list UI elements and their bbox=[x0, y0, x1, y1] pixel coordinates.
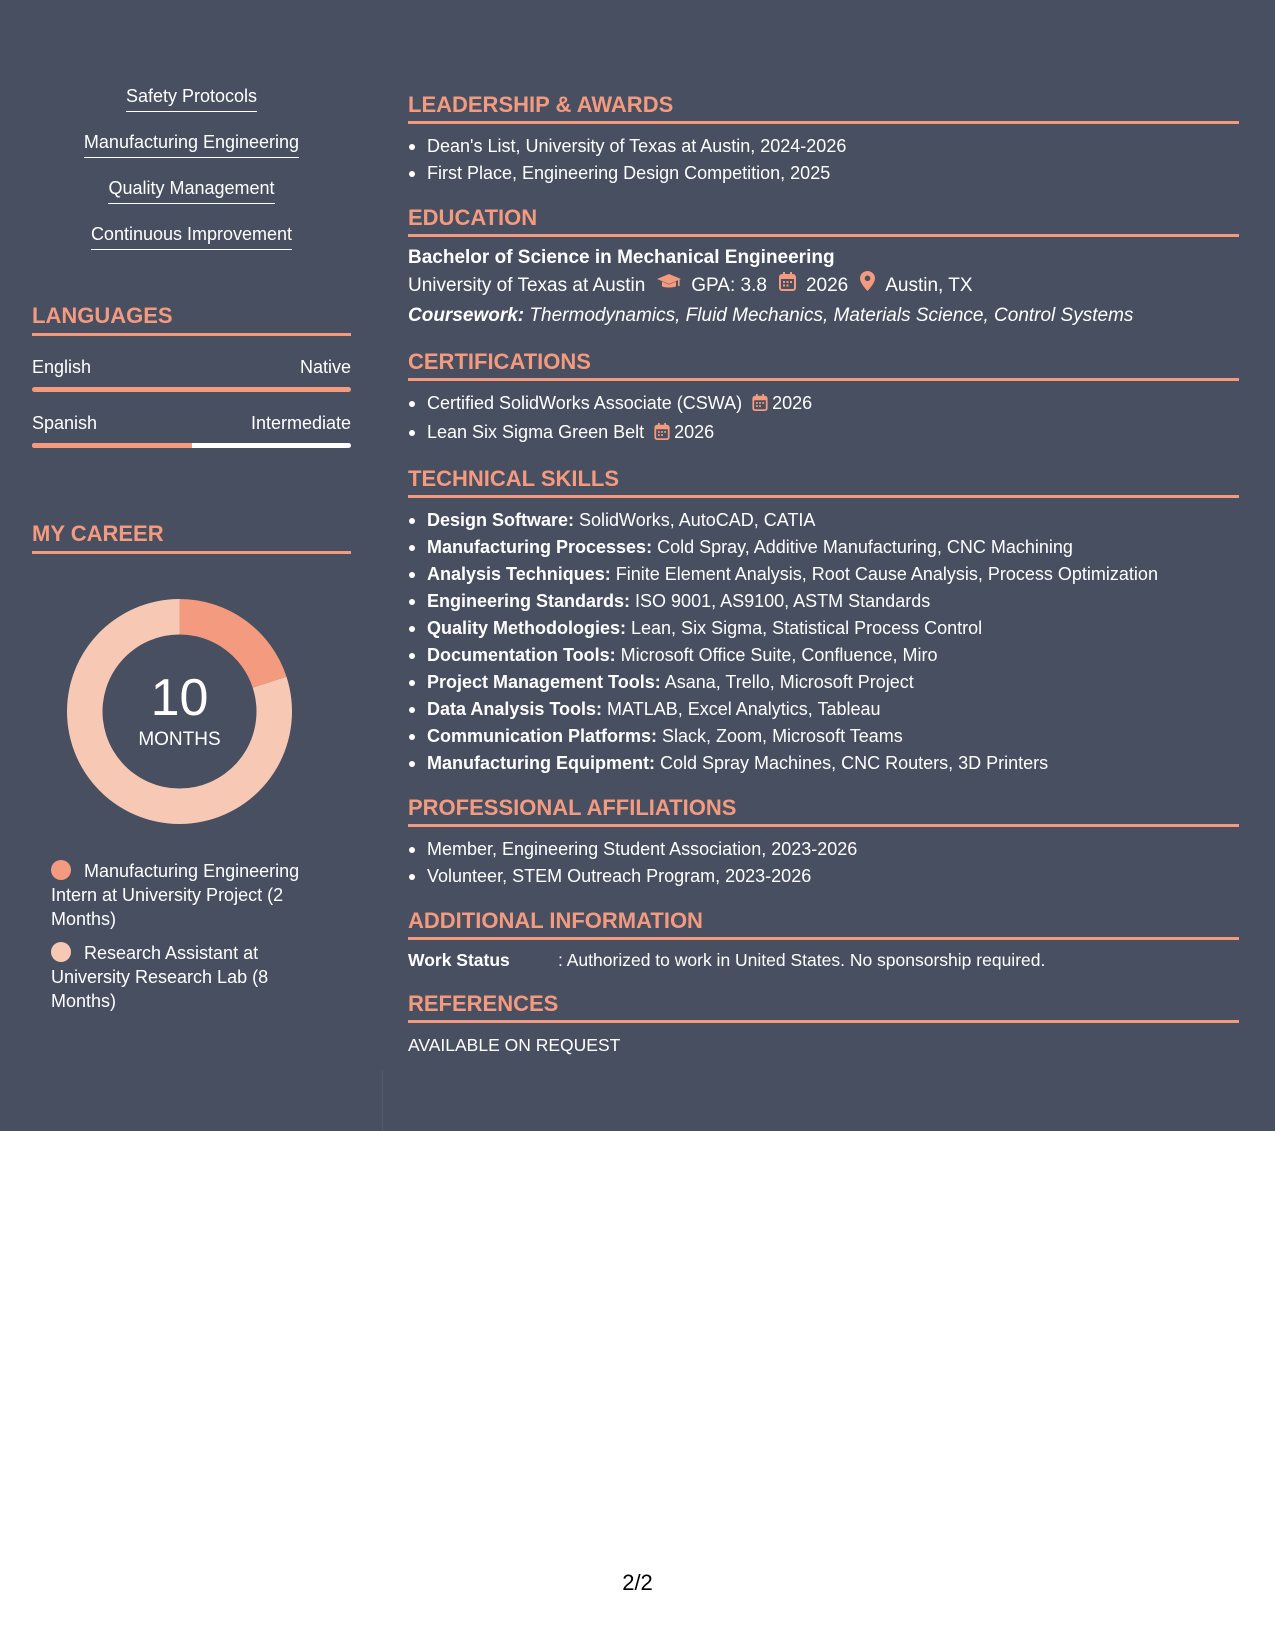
list-item bbox=[408, 561, 1239, 588]
language-level: Native bbox=[299, 357, 351, 377]
legend-label: Manufacturing Engineering Intern at University Project (2 Months) bbox=[51, 861, 300, 929]
certifications-section bbox=[408, 349, 1239, 448]
coursework-label: Coursework: bbox=[408, 305, 525, 326]
language-level: Intermediate bbox=[250, 413, 351, 433]
list-item: First Place, Engineering Design Competition, 2025 bbox=[408, 160, 1239, 187]
additional-info-section bbox=[408, 908, 1239, 973]
graduation-year: 2026 bbox=[805, 275, 849, 296]
technical-skills-heading: TECHNICAL SKILLS bbox=[408, 466, 1239, 498]
languages-heading: LANGUAGES bbox=[32, 302, 351, 336]
references-heading: REFERENCES bbox=[408, 991, 1239, 1023]
language-level-bar bbox=[32, 387, 351, 392]
list-item bbox=[408, 507, 1239, 534]
calendar-icon bbox=[654, 421, 670, 448]
skill-label: Project Management Tools: bbox=[427, 672, 661, 692]
skill-value: Cold Spray Machines, CNC Routers, 3D Printers bbox=[655, 753, 1049, 773]
career-donut-chart bbox=[67, 599, 292, 824]
list-item bbox=[408, 615, 1239, 642]
legend-dot bbox=[51, 942, 71, 962]
skill-value: SolidWorks, AutoCAD, CATIA bbox=[574, 510, 816, 530]
language-level-bar bbox=[32, 443, 351, 448]
work-status-label: Work Status bbox=[408, 950, 510, 970]
education-details bbox=[408, 271, 1239, 301]
skill-label: Data Analysis Tools: bbox=[427, 699, 603, 719]
left-column bbox=[32, 85, 351, 1023]
career-legend bbox=[51, 859, 331, 1013]
skill-label: Quality Methodologies: bbox=[427, 618, 627, 638]
affiliations-heading: PROFESSIONAL AFFILIATIONS bbox=[408, 795, 1239, 827]
language-name: Spanish bbox=[32, 413, 98, 433]
gpa: GPA: 3.8 bbox=[691, 275, 767, 296]
list-item bbox=[408, 390, 1239, 419]
cert-year: 2026 bbox=[772, 393, 813, 413]
languages-section bbox=[32, 302, 351, 448]
education-heading: EDUCATION bbox=[408, 205, 1239, 237]
coursework bbox=[408, 301, 1239, 331]
language-english bbox=[32, 356, 351, 392]
list-item bbox=[408, 750, 1239, 777]
skill-label: Analysis Techniques: bbox=[427, 564, 611, 584]
work-status bbox=[408, 947, 1239, 973]
skill-label: Manufacturing Processes: bbox=[427, 537, 653, 557]
page-number: 2/2 bbox=[622, 1570, 653, 1595]
references-text: AVAILABLE ON REQUEST bbox=[408, 1035, 621, 1055]
work-status-value: : Authorized to work in United States. No sponsorship required. bbox=[558, 950, 1046, 970]
cert-name: Lean Six Sigma Green Belt bbox=[427, 422, 645, 442]
skill-item: Quality Management bbox=[108, 177, 274, 204]
certifications-heading: CERTIFICATIONS bbox=[408, 349, 1239, 381]
cert-name: Certified SolidWorks Associate (CSWA) bbox=[427, 393, 743, 413]
right-column bbox=[408, 92, 1239, 1076]
legend-dot bbox=[51, 860, 71, 880]
list-item bbox=[408, 588, 1239, 615]
calendar-icon bbox=[779, 271, 796, 301]
skill-value: Finite Element Analysis, Root Cause Analysis, Process Optimization bbox=[610, 564, 1158, 584]
cert-year: 2026 bbox=[674, 422, 715, 442]
legend-item bbox=[51, 859, 331, 931]
legend-label: Research Assistant at University Research Lab (8 Months) bbox=[51, 943, 269, 1011]
list-item bbox=[408, 419, 1239, 448]
list-item: Volunteer, STEM Outreach Program, 2023-2026 bbox=[408, 863, 1239, 890]
skill-label: Engineering Standards: bbox=[427, 591, 631, 611]
skill-value: Cold Spray, Additive Manufacturing, CNC Machining bbox=[652, 537, 1073, 557]
calendar-icon bbox=[752, 392, 768, 419]
list-item bbox=[408, 696, 1239, 723]
references-section bbox=[408, 991, 1239, 1058]
additional-info-heading: ADDITIONAL INFORMATION bbox=[408, 908, 1239, 940]
skill-value: Asana, Trello, Microsoft Project bbox=[660, 672, 914, 692]
skill-label: Manufacturing Equipment: bbox=[427, 753, 655, 773]
list-item bbox=[408, 723, 1239, 750]
coursework-value: Thermodynamics, Fluid Mechanics, Materials Science, Control Systems bbox=[524, 305, 1134, 326]
career-total: 10 bbox=[150, 669, 209, 727]
list-item bbox=[408, 669, 1239, 696]
skill-item: Safety Protocols bbox=[126, 85, 257, 112]
list-item bbox=[408, 534, 1239, 561]
degree-title: Bachelor of Science in Mechanical Engineering bbox=[408, 247, 835, 268]
skill-item: Continuous Improvement bbox=[91, 223, 292, 250]
career-section bbox=[32, 520, 351, 1013]
language-level-fill bbox=[32, 387, 351, 392]
skill-value: Slack, Zoom, Microsoft Teams bbox=[657, 726, 903, 746]
language-level-fill bbox=[32, 443, 192, 448]
map-pin-icon bbox=[860, 271, 875, 301]
graduation-cap-icon bbox=[657, 271, 681, 301]
skill-value: MATLAB, Excel Analytics, Tableau bbox=[602, 699, 881, 719]
language-spanish bbox=[32, 412, 351, 448]
skill-value: Microsoft Office Suite, Confluence, Miro bbox=[615, 645, 938, 665]
legend-item bbox=[51, 941, 331, 1013]
skill-value: Lean, Six Sigma, Statistical Process Control bbox=[626, 618, 983, 638]
leadership-section bbox=[408, 92, 1239, 187]
education-section bbox=[408, 205, 1239, 331]
school-location: Austin, TX bbox=[885, 275, 973, 296]
list-item bbox=[408, 642, 1239, 669]
skill-label: Design Software: bbox=[427, 510, 575, 530]
language-name: English bbox=[32, 357, 92, 377]
skills-list bbox=[32, 85, 351, 269]
skill-label: Documentation Tools: bbox=[427, 645, 616, 665]
skill-item: Manufacturing Engineering bbox=[84, 131, 299, 158]
skill-label: Communication Platforms: bbox=[427, 726, 658, 746]
technical-skills-section bbox=[408, 466, 1239, 777]
list-item: Member, Engineering Student Association, 2023-2026 bbox=[408, 836, 1239, 863]
list-item: Dean's List, University of Texas at Austin, 2024-2026 bbox=[408, 133, 1239, 160]
affiliations-section bbox=[408, 795, 1239, 890]
skill-value: ISO 9001, AS9100, ASTM Standards bbox=[630, 591, 931, 611]
school-name: University of Texas at Austin bbox=[408, 275, 646, 296]
career-heading: MY CAREER bbox=[32, 520, 351, 554]
leadership-heading: LEADERSHIP & AWARDS bbox=[408, 92, 1239, 124]
career-unit: MONTHS bbox=[138, 729, 221, 750]
column-divider bbox=[382, 1070, 383, 1131]
